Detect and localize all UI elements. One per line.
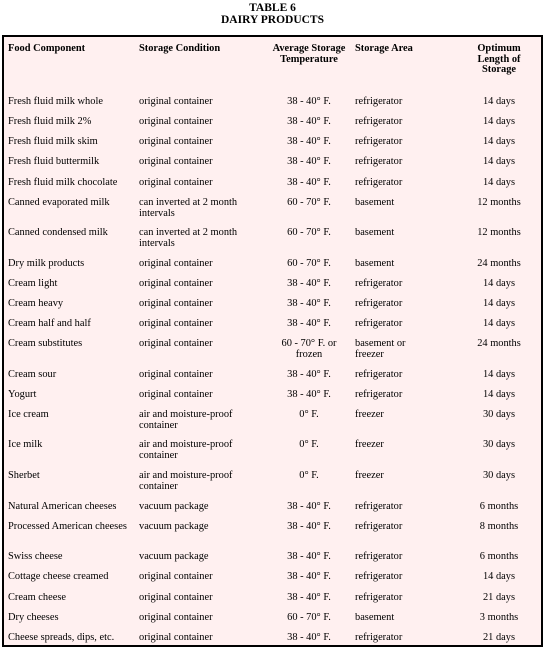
row-11-storage-area: refrigerator [355,318,403,329]
row-7-optimum-length-of-storage: 12 months [477,227,521,238]
row-6-average-storage-temperature: 60 - 70° F. [287,197,331,208]
row-22-average-storage-temperature: 38 - 40° F. [287,592,331,603]
row-20-storage-condition: vacuum package [139,551,209,562]
row-1-food-component: Fresh fluid milk whole [8,96,103,107]
table-title [0,3,545,26]
row-21-optimum-length-of-storage: 14 days [482,571,516,582]
table-number: TABLE 6 [249,2,296,14]
row-17-food-component: Sherbet [8,470,40,481]
row-2-storage-area: refrigerator [355,116,403,127]
row-5-optimum-length-of-storage: 14 days [482,177,516,188]
row-8-storage-area: basement [355,258,395,269]
row-5-storage-area: refrigerator [355,177,403,188]
row-17-optimum-length-of-storage: 30 days [482,470,516,481]
row-17-average-storage-temperature: 0° F. [299,470,319,481]
row-7-storage-area: basement [355,227,395,238]
row-7-storage-condition: can inverted at 2 month intervals [139,227,238,249]
row-22-storage-condition: original container [139,592,213,603]
row-15-average-storage-temperature: 0° F. [299,409,319,420]
row-23-storage-area: basement [355,612,395,623]
row-8-food-component: Dry milk products [8,258,85,269]
row-19-storage-area: refrigerator [355,521,403,532]
row-4-average-storage-temperature: 38 - 40° F. [287,156,331,167]
row-5-food-component: Fresh fluid milk chocolate [8,177,118,188]
row-4-storage-area: refrigerator [355,156,403,167]
row-2-average-storage-temperature: 38 - 40° F. [287,116,331,127]
table-subtitle: DAIRY PRODUCTS [221,13,324,26]
row-16-storage-area: freezer [355,439,384,450]
row-14-food-component: Yogurt [8,389,37,400]
row-13-storage-condition: original container [139,369,213,380]
row-9-optimum-length-of-storage: 14 days [482,278,516,289]
row-11-storage-condition: original container [139,318,213,329]
row-12-food-component: Cream substitutes [8,338,83,349]
dairy-storage-table [2,35,543,647]
row-24-storage-condition: original container [139,632,213,643]
row-23-average-storage-temperature: 60 - 70° F. [287,612,331,623]
row-17-storage-area: freezer [355,470,384,481]
row-20-storage-area: refrigerator [355,551,403,562]
row-9-food-component: Cream light [8,278,58,289]
row-10-storage-area: refrigerator [355,298,403,309]
row-11-food-component: Cream half and half [8,318,91,329]
row-12-average-storage-temperature: 60 - 70° F. or frozen [281,338,337,360]
row-16-storage-condition: air and moisture-proof container [139,439,233,461]
row-19-optimum-length-of-storage: 8 months [479,521,519,532]
header-storage-area: Storage Area [355,43,413,54]
row-4-food-component: Fresh fluid buttermilk [8,156,100,167]
row-10-food-component: Cream heavy [8,298,64,309]
row-17-storage-condition: air and moisture-proof container [139,470,233,492]
row-3-storage-condition: original container [139,136,213,147]
row-19-storage-condition: vacuum package [139,521,209,532]
row-21-average-storage-temperature: 38 - 40° F. [287,571,331,582]
row-10-optimum-length-of-storage: 14 days [482,298,516,309]
row-6-storage-condition: can inverted at 2 month intervals [139,197,238,219]
row-12-storage-area: basement or freezer [355,338,406,360]
row-7-average-storage-temperature: 60 - 70° F. [287,227,331,238]
row-18-storage-area: refrigerator [355,501,403,512]
row-18-food-component: Natural American cheeses [8,501,117,512]
row-7-food-component: Canned condensed milk [8,227,108,238]
row-14-optimum-length-of-storage: 14 days [482,389,516,400]
row-21-storage-condition: original container [139,571,213,582]
row-16-average-storage-temperature: 0° F. [299,439,319,450]
row-2-food-component: Fresh fluid milk 2% [8,116,92,127]
row-16-food-component: Ice milk [8,439,43,450]
row-20-food-component: Swiss cheese [8,551,63,562]
row-13-food-component: Cream sour [8,369,57,380]
row-9-storage-condition: original container [139,278,213,289]
row-18-storage-condition: vacuum package [139,501,209,512]
row-22-food-component: Cream cheese [8,592,66,603]
row-13-storage-area: refrigerator [355,369,403,380]
row-10-average-storage-temperature: 38 - 40° F. [287,298,331,309]
row-9-storage-area: refrigerator [355,278,403,289]
row-3-optimum-length-of-storage: 14 days [482,136,516,147]
row-15-storage-area: freezer [355,409,384,420]
row-1-storage-area: refrigerator [355,96,403,107]
row-8-average-storage-temperature: 60 - 70° F. [287,258,331,269]
row-6-optimum-length-of-storage: 12 months [477,197,521,208]
row-10-storage-condition: original container [139,298,213,309]
row-24-optimum-length-of-storage: 21 days [482,632,516,643]
row-5-average-storage-temperature: 38 - 40° F. [287,177,331,188]
row-3-storage-area: refrigerator [355,136,403,147]
row-2-optimum-length-of-storage: 14 days [482,116,516,127]
row-9-average-storage-temperature: 38 - 40° F. [287,278,331,289]
row-6-food-component: Canned evaporated milk [8,197,110,208]
row-6-storage-area: basement [355,197,395,208]
row-19-food-component: Processed American cheeses [8,521,127,532]
row-11-average-storage-temperature: 38 - 40° F. [287,318,331,329]
row-1-storage-condition: original container [139,96,213,107]
row-12-optimum-length-of-storage: 24 months [477,338,521,349]
header-optimum-length-of-storage: Optimum Length of Storage [477,43,521,75]
row-22-storage-area: refrigerator [355,592,403,603]
row-22-optimum-length-of-storage: 21 days [482,592,516,603]
row-15-optimum-length-of-storage: 30 days [482,409,516,420]
row-16-optimum-length-of-storage: 30 days [482,439,516,450]
row-15-storage-condition: air and moisture-proof container [139,409,233,431]
row-24-average-storage-temperature: 38 - 40° F. [287,632,331,643]
row-15-food-component: Ice cream [8,409,49,420]
row-21-food-component: Cottage cheese creamed [8,571,109,582]
row-8-storage-condition: original container [139,258,213,269]
row-18-optimum-length-of-storage: 6 months [479,501,519,512]
row-5-storage-condition: original container [139,177,213,188]
row-23-storage-condition: original container [139,612,213,623]
header-average-storage-temperature: Average Storage Temperature [272,43,346,65]
header-food-component: Food Component [8,43,86,54]
row-23-food-component: Dry cheeses [8,612,59,623]
row-13-average-storage-temperature: 38 - 40° F. [287,369,331,380]
row-14-average-storage-temperature: 38 - 40° F. [287,389,331,400]
row-18-average-storage-temperature: 38 - 40° F. [287,501,331,512]
row-24-food-component: Cheese spreads, dips, etc. [8,632,115,643]
row-12-storage-condition: original container [139,338,213,349]
row-13-optimum-length-of-storage: 14 days [482,369,516,380]
row-20-average-storage-temperature: 38 - 40° F. [287,551,331,562]
row-19-average-storage-temperature: 38 - 40° F. [287,521,331,532]
row-21-storage-area: refrigerator [355,571,403,582]
row-8-optimum-length-of-storage: 24 months [477,258,521,269]
row-14-storage-area: refrigerator [355,389,403,400]
row-2-storage-condition: original container [139,116,213,127]
row-11-optimum-length-of-storage: 14 days [482,318,516,329]
row-4-storage-condition: original container [139,156,213,167]
header-storage-condition: Storage Condition [139,43,221,54]
row-1-average-storage-temperature: 38 - 40° F. [287,96,331,107]
row-3-average-storage-temperature: 38 - 40° F. [287,136,331,147]
row-20-optimum-length-of-storage: 6 months [479,551,519,562]
row-23-optimum-length-of-storage: 3 months [479,612,519,623]
row-4-optimum-length-of-storage: 14 days [482,156,516,167]
row-14-storage-condition: original container [139,389,213,400]
row-24-storage-area: refrigerator [355,632,403,643]
row-1-optimum-length-of-storage: 14 days [482,96,516,107]
row-3-food-component: Fresh fluid milk skim [8,136,98,147]
